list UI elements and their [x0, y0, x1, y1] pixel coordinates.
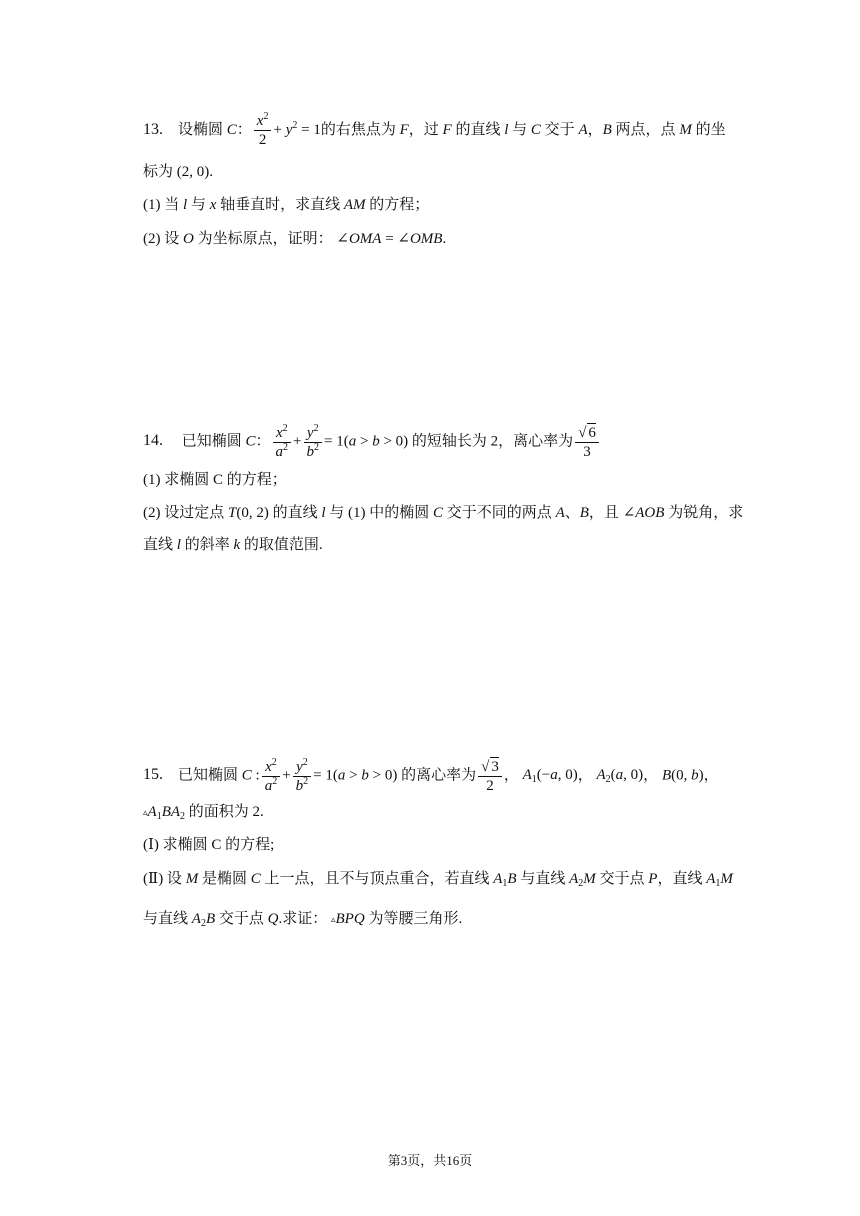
q14-eccentricity: $\frac{√ 6}{3}$ [575, 423, 599, 461]
q15-part2-text: 上一点，且不与顶点重合，若直线 [264, 871, 490, 887]
q15-part2-text: 与直线 [520, 871, 566, 887]
q14-part2-text: 交于不同的两点 [446, 505, 552, 521]
q13-text: 设椭圆 [178, 121, 224, 138]
q13-part1: (1) 当 l 与 x 轴垂直时，求直线 AM 的方程； [143, 197, 430, 213]
q13-equation: + $y^2 = 1$ [273, 119, 321, 138]
q15-number: 15. [143, 766, 163, 784]
q15-line1: 15. 已知椭圆 C : $\frac{x^2}{a^2}$ + $\frac{y^2}{b^2}$ = 1(a > b > 0) 的离心率为 $\frac{√ 3}{2}$ ， $A_1(-a$, 0)， $A_2(a$, 0)， B(0, b)， [143, 756, 719, 794]
q13-math: C [226, 121, 237, 138]
q14-part2-text: (2) 设过定点 [143, 505, 225, 521]
q14-part2-text: 为锐角，求 [668, 505, 744, 521]
q13-part1-text: 的方程； [369, 197, 430, 213]
q15-text: 的离心率为 [401, 767, 477, 784]
q15-part2-text: 与直线 [143, 911, 189, 927]
q14-part2-text: 的斜率 [184, 537, 230, 553]
q15-part2-text: .求证： [278, 911, 328, 927]
q13-text: 两点，点 [615, 121, 676, 138]
q14-part2-text: 的直线 [272, 505, 318, 521]
q14-fraction-x: $\frac{x^2}{a^2}$ [273, 424, 292, 461]
page-footer: 第3页，共16页 [387, 1153, 473, 1168]
q13-text: 的坐 [695, 121, 726, 138]
q13-text: 的直线 [455, 121, 501, 138]
q15-part2-line2: 与直线 $A_2B$ 交于点 Q.求证： ▵BPQ 为等腰三角形. [143, 911, 463, 929]
q14-part1: (1) 求椭圆 C 的方程； [143, 472, 287, 488]
q14-part2-line2: 直线 l 的斜率 k 的取值范围. [143, 537, 323, 553]
q13-number: 13. [143, 120, 163, 138]
q13-part2-text: (2) 设 [143, 231, 180, 247]
q13-line2: 标为 (2, 0). [143, 164, 214, 180]
q15-text: 已知椭圆 [178, 767, 239, 784]
q13-text: 交于 [544, 121, 575, 138]
q13-part2: (2) 设 O 为坐标原点，证明： ∠OMA = ∠OMB. [143, 231, 447, 247]
q14-line1: 14. 已知椭圆 C： $\frac{x^2}{a^2}$ + $\frac{y^2}{b^2}$ = 1(a > b > 0) 的短轴长为 2，离心率为 $\frac{√ 6}{3}$ [143, 423, 601, 461]
q14-part2-text: 的取值范围. [243, 537, 323, 553]
q15-part2-text: (Ⅱ) 设 [143, 871, 182, 887]
q13-text: 的右焦点为 [320, 121, 396, 138]
q13-text: 与 [512, 121, 528, 138]
q14-text: 已知椭圆 [181, 433, 242, 450]
q13-part1-text: 与 [190, 197, 206, 213]
q14-fraction-y: $\frac{y^2}{b^2}$ [304, 424, 323, 461]
q13-line1: 13. 设椭圆 C： $\frac{x^2}{2}$ + $y^2 = 1$的右焦点为 F，过 F 的直线 l 与 C 交于 A，B 两点，点 M 的坐 [143, 111, 726, 148]
q15-part2-text: ，直线 [657, 871, 703, 887]
q13-text: 标为 [143, 164, 174, 180]
q15-part2-text: 交于点 [599, 871, 645, 887]
q14-part2-text: ，且 [588, 505, 619, 521]
q15-fraction-x: $\frac{x^2}{a^2}$ [262, 758, 281, 795]
q15-part2-text: 交于点 [218, 911, 264, 927]
q15-part1: (Ⅰ) 求椭圆 C 的方程; [143, 837, 275, 853]
q13-part2-text: 为坐标原点，证明： [197, 231, 333, 247]
q15-part2: (Ⅱ) 设 M 是椭圆 C 上一点，且不与顶点重合，若直线 $A_1B$ 与直线 $A_2M$ 交于点 P，直线 $A_1M$ [143, 871, 733, 889]
q15-part2-text: 为等腰三角形. [368, 911, 463, 927]
q15-part2-text: 是椭圆 [201, 871, 247, 887]
q15-eccentricity: $\frac{√ 3}{2}$ [478, 757, 502, 795]
q15-fraction-y: $\frac{y^2}{b^2}$ [293, 758, 312, 795]
q15-line2: $▵A_1BA_2$ 的面积为 2. [143, 804, 264, 822]
q14-part2: (2) 设过定点 T(0, 2) 的直线 l 与 (1) 中的椭圆 C 交于不同的两点 A、B，且 ∠AOB 为锐角，求 [143, 505, 744, 521]
q14-part2-text: 与 (1) 中的椭圆 [329, 505, 430, 521]
q14-part2-text: 直线 [143, 537, 174, 553]
q13-text: ，过 [408, 121, 439, 138]
q15-text: 的面积为 2. [188, 804, 264, 820]
q13-fraction: $\frac{x^2}{2}$ [254, 112, 272, 149]
q13-part1-text: 轴垂直时，求直线 [220, 197, 341, 213]
q14-text: 的短轴长为 2，离心率为 [411, 433, 574, 450]
q13-part1-text: (1) 当 [143, 197, 180, 213]
q14-number: 14. [143, 432, 163, 450]
